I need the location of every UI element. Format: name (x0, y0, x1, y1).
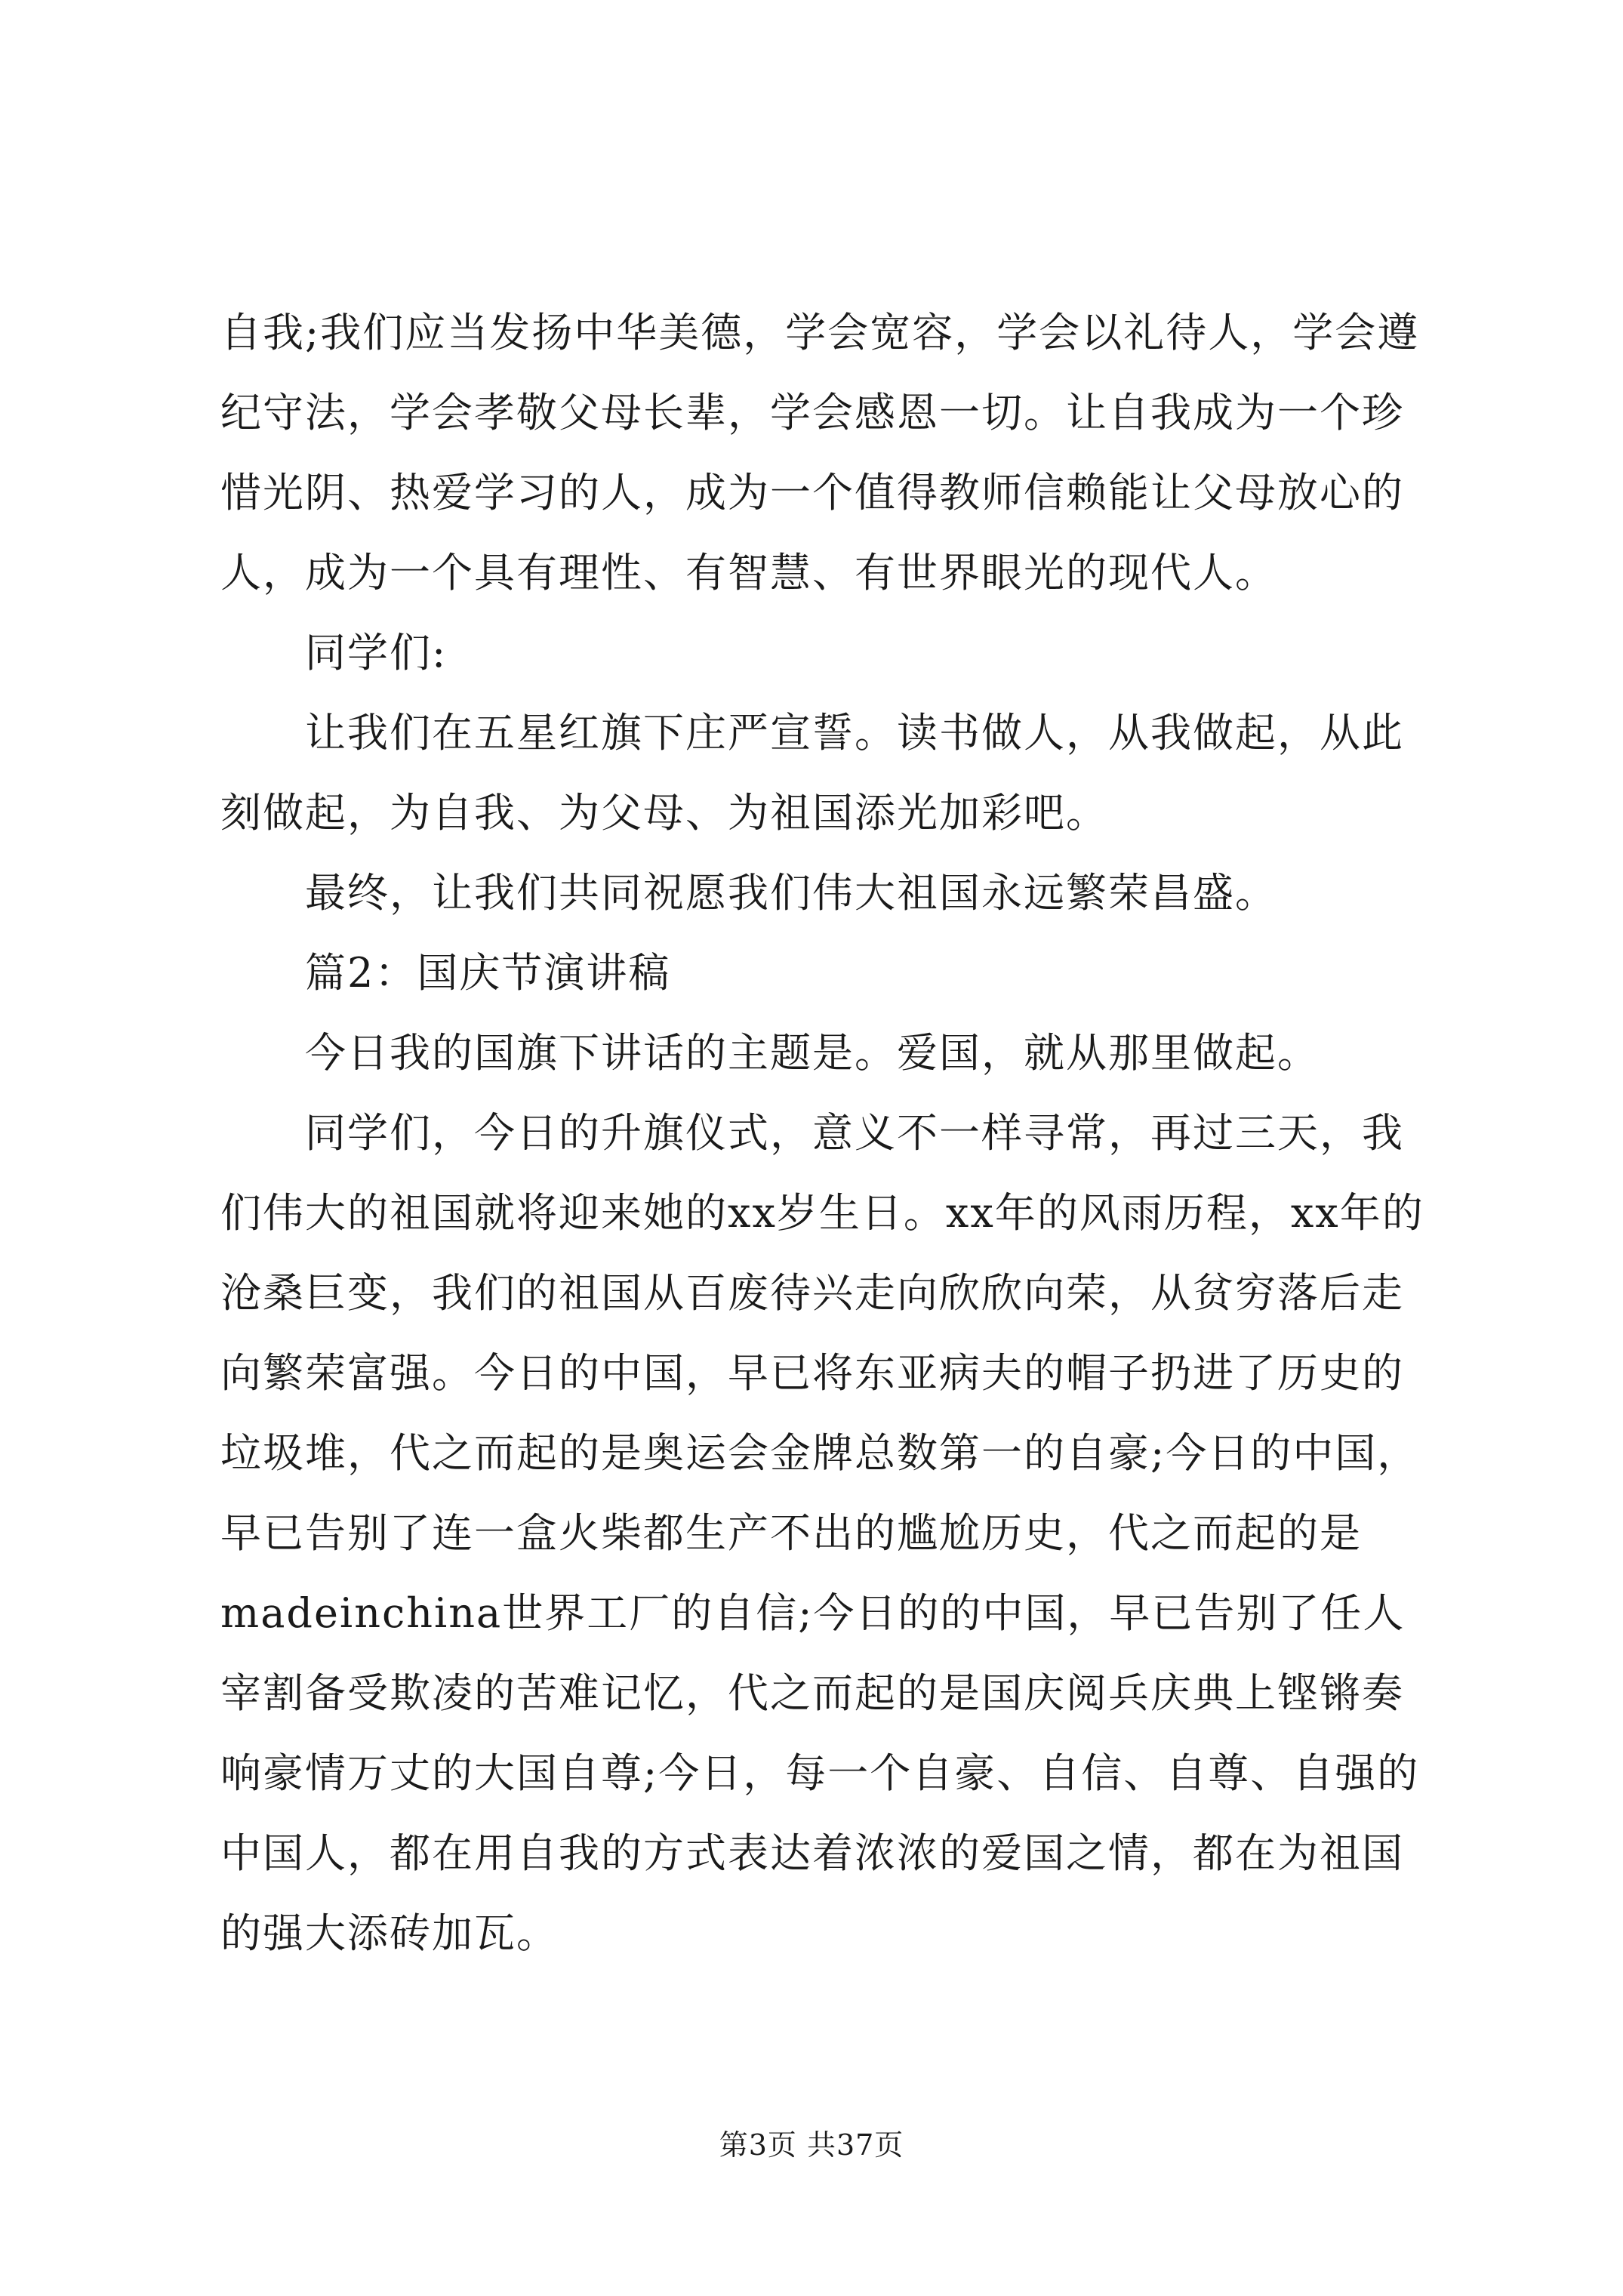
section-heading: 篇2：国庆节演讲稿 (305, 949, 671, 997)
paragraph: 让我们在五星红旗下庄严宣誓。读书做人，从我做起，从此刻做起，为自我、为父母、为祖国添光加彩吧。 (220, 709, 1404, 837)
paragraph: 同学们，今日的升旗仪式，意义不一样寻常，再过三天，我们伟大的祖国就将迎来她的xx岁生日。xx年的风雨历程，xx年的沧桑巨变，我们的祖国从百废待兴走向欣欣向荣，从贫穷落后走向繁荣富强。今日的中国，早已将东亚病夫的帽子扔进了历史的垃圾堆，代之而起的是奥运会金牌总数第一的自豪;今日的中国，早已告别了连一盒火柴都生产不出的尴尬历史，代之而起的是madeinchina世界工厂的自信;今日的的中国，早已告别了任人宰割备受欺凌的苦难记忆，代之而起的是国庆阅兵庆典上铿锵奏响豪情万丈的大国自尊;今日，每一个自豪、自信、自尊、自强的中国人，都在用自我的方式表达着浓浓的爱国之情，都在为祖国的强大添砖加瓦。 (220, 1109, 1424, 1957)
page-footer: 第3页 共37页 (719, 2128, 904, 2162)
paragraph: 最终，让我们共同祝愿我们伟大祖国永远繁荣昌盛。 (305, 869, 1277, 917)
paragraph: 自我;我们应当发扬中华美德，学会宽容，学会以礼待人，学会遵纪守法，学会孝敬父母长辈，学会感恩一切。让自我成为一个珍惜光阴、热爱学习的人，成为一个值得教师信赖能让父母放心的人，成为一个具有理性、有智慧、有世界眼光的现代人。 (220, 309, 1420, 596)
paragraph: 同学们: (305, 629, 448, 676)
paragraph: 今日我的国旗下讲话的主题是。爱国，就从那里做起。 (305, 1029, 1320, 1077)
document-body (220, 293, 1428, 1974)
